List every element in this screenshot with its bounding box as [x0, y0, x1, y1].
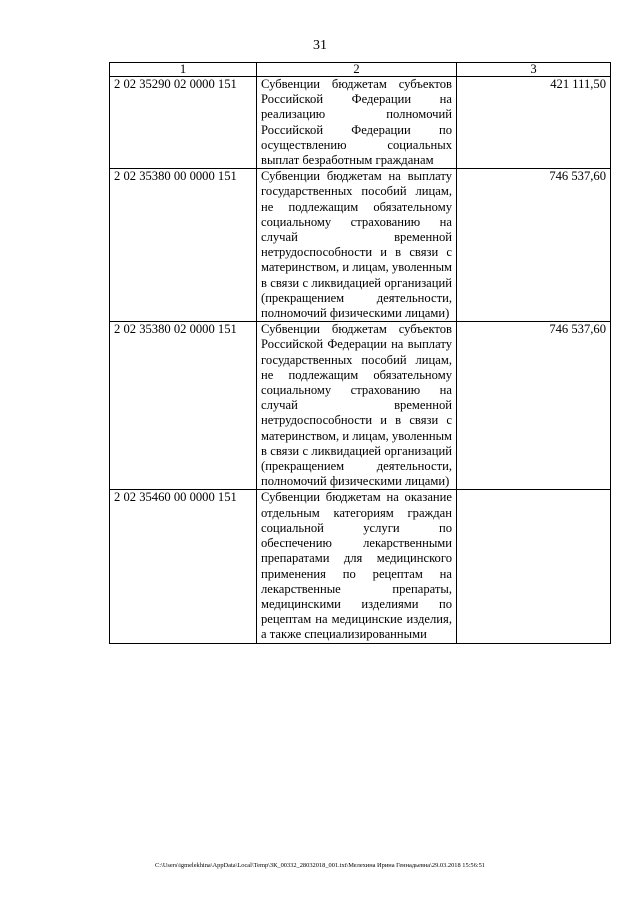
budget-table [109, 62, 611, 644]
row-description: Субвенции бюджетам на оказание отдельным категориям граждан социальной услуги по обеспечению лекарственными препаратами для медицинского применения по рецептам на лекарственные препараты, медицинскими изделиями по рецептам на медицинские изделия, а также специализированными [257, 490, 457, 643]
column-header-1: 1 [110, 63, 257, 77]
budget-code: 2 02 35460 00 0000 151 [110, 490, 257, 643]
page-number: 31 [313, 38, 327, 53]
budget-code: 2 02 35290 02 0000 151 [110, 77, 257, 169]
row-amount: 746 537,60 [457, 169, 611, 322]
budget-code: 2 02 35380 00 0000 151 [110, 169, 257, 322]
row-description: Субвенции бюджетам субъектов Российской Федерации на выплату государственных пособий лицам, не подлежащим обязательному социальному страхованию на случай временной нетрудоспособности и в связи с материнством, и лицам, уволенным в связи с ликвидацией организаций (прекращением деятельности, полномочий физическими лицами) [257, 322, 457, 490]
row-amount [457, 490, 611, 643]
row-description: Субвенции бюджетам субъектов Российской Федерации на реализацию полномочий Российской Федерации по осуществлению социальных выплат безработным гражданам [257, 77, 457, 169]
table-row [110, 490, 611, 643]
file-path-footer: C:\Users\igmelekhina\AppData\Local\Temp\ЗК_00332_28032018_001.txt\Мелехина Ирина Геннадьевна\29.03.2018 15:56:51 [155, 862, 485, 869]
column-header-3: 3 [457, 63, 611, 77]
row-amount: 746 537,60 [457, 322, 611, 490]
budget-code: 2 02 35380 02 0000 151 [110, 322, 257, 490]
header-row [110, 63, 611, 77]
table-row [110, 169, 611, 322]
row-amount: 421 111,50 [457, 77, 611, 169]
column-header-2: 2 [257, 63, 457, 77]
row-description: Субвенции бюджетам на выплату государственных пособий лицам, не подлежащим обязательному социальному страхованию на случай временной нетрудоспособности и в связи с материнством, и лицам, уволенным в связи с ликвидацией организаций (прекращением деятельности, полномочий физическими лицами) [257, 169, 457, 322]
table-row [110, 322, 611, 490]
table-row [110, 77, 611, 169]
